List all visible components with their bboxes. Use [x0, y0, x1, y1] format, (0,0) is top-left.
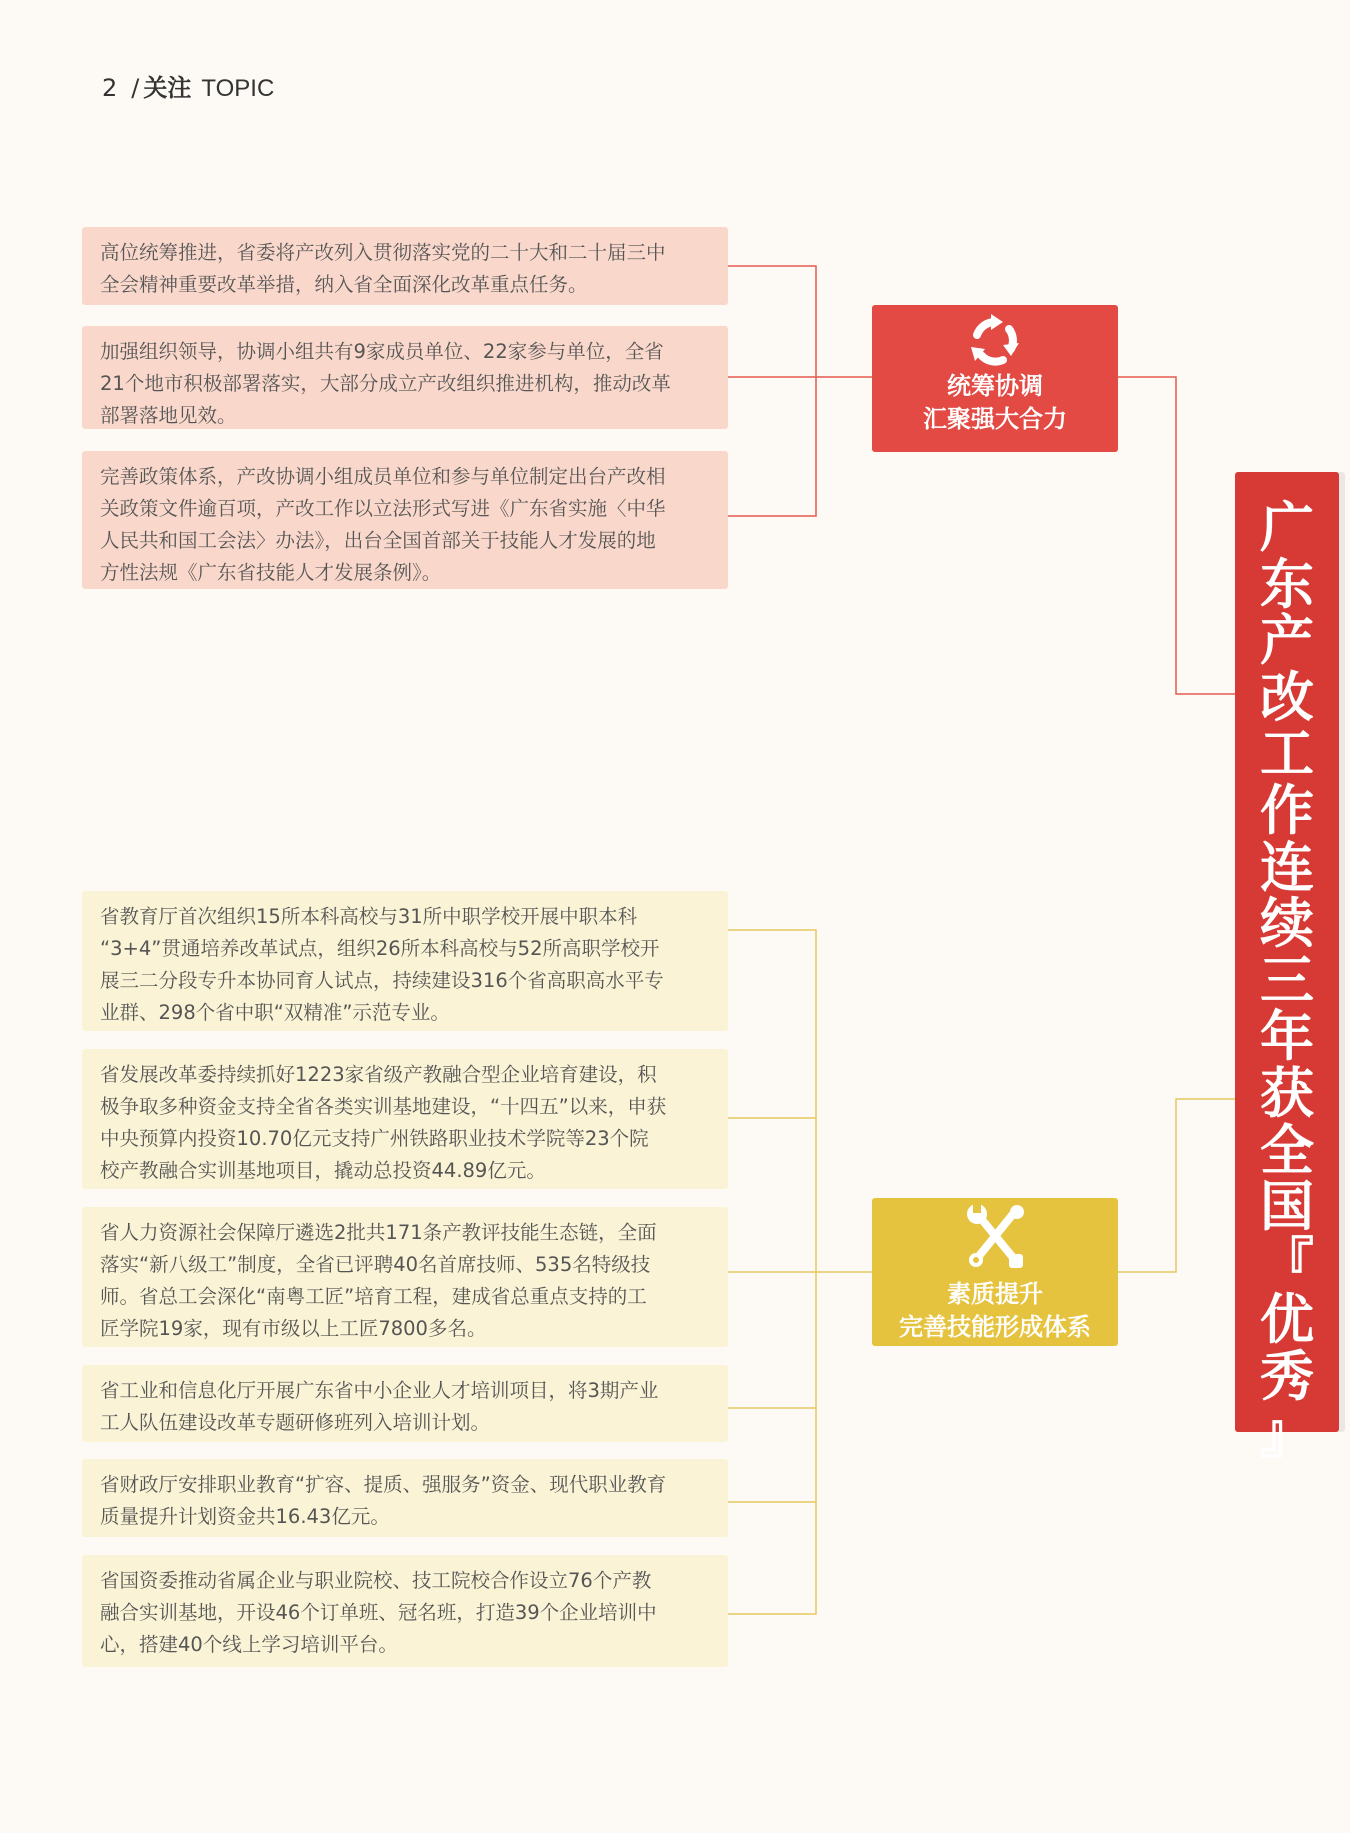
quality-node-line1: 素质提升 — [947, 1280, 1043, 1308]
title-char: 优 — [1260, 1288, 1314, 1352]
title-char: 广 — [1260, 496, 1314, 559]
title-char: 获 — [1260, 1061, 1314, 1125]
title-char: 改 — [1260, 665, 1314, 729]
title-char: 』 — [1260, 1401, 1314, 1465]
text-line: 省工业和信息化厅开展广东省中小企业人才培训项目，将3期产业 — [100, 1379, 659, 1402]
section-label: 关注 — [143, 74, 192, 102]
text-line: 工人队伍建设改革专题研修班列入培训计划。 — [100, 1411, 491, 1434]
connector-quality-to-title — [1118, 1099, 1235, 1272]
quality-item-1 — [82, 891, 728, 1031]
text-line: 质量提升计划资金共16.43亿元。 — [100, 1505, 390, 1528]
text-line: 人民共和国工会法〉办法》，出台全国首部关于技能人才发展的地 — [100, 529, 656, 552]
header-slash: / — [131, 74, 140, 102]
text-line: 融合实训基地，开设46个订单班、冠名班，打造39个企业培训中 — [100, 1601, 657, 1624]
text-line: 省国资委推动省属企业与职业院校、技工院校合作设立76个产教 — [100, 1569, 652, 1592]
text-line: 业群、298个省中职“双精准”示范专业。 — [100, 1001, 450, 1024]
title-char: 秀 — [1260, 1344, 1314, 1408]
topic-label: TOPIC — [201, 75, 275, 102]
title-char: 全 — [1260, 1118, 1314, 1182]
text-line: 落实“新八级工”制度，全省已评聘40名首席技师、535名特级技 — [100, 1253, 651, 1276]
text-line: 匠学院19家，现有市级以上工匠7800多名。 — [100, 1317, 487, 1340]
title-char: 三 — [1260, 948, 1314, 1012]
text-line: 极争取多种资金支持全省各类实训基地建设，“十四五”以来，申获 — [100, 1095, 667, 1118]
title-char: 续 — [1260, 892, 1314, 956]
quality-node — [872, 1198, 1118, 1346]
coordination-item-3 — [82, 451, 728, 589]
title-char: 『 — [1260, 1231, 1314, 1295]
title-char: 连 — [1260, 835, 1314, 899]
quality-item-3 — [82, 1207, 728, 1347]
text-line: 省人力资源社会保障厅遴选2批共171条产教评技能生态链，全面 — [100, 1221, 657, 1244]
text-line: 高位统筹推进，省委将产改列入贯彻落实党的二十大和二十届三中 — [100, 241, 666, 264]
main-title — [1235, 496, 1339, 1465]
text-line: 省发展改革委持续抓好1223家省级产教融合型企业培育建设，积 — [100, 1063, 657, 1086]
coordination-node-line2: 汇聚强大合力 — [923, 405, 1067, 433]
text-line: 完善政策体系，产改协调小组成员单位和参与单位制定出台产改相 — [100, 465, 666, 488]
title-char: 产 — [1260, 609, 1314, 673]
title-char: 年 — [1260, 1005, 1314, 1069]
text-line: 展三二分段专升本协同育人试点，持续建设316个省高职高水平专 — [100, 969, 664, 992]
text-line: 校产教融合实训基地项目，撬动总投资44.89亿元。 — [100, 1159, 546, 1182]
text-line: 关政策文件逾百项，产改工作以立法形式写进《广东省实施〈中华 — [100, 497, 666, 520]
text-line: 21个地市积极部署落实，大部分成立产改组织推进机构，推动改革 — [100, 372, 671, 395]
connector-coord-to-title — [1118, 377, 1235, 694]
quality-item-5 — [82, 1459, 728, 1537]
text-line: 全会精神重要改革举措，纳入省全面深化改革重点任务。 — [100, 273, 588, 296]
recycle-arrows-icon — [965, 313, 1025, 371]
title-char: 东 — [1260, 552, 1314, 616]
text-line: “3+4”贯通培养改革试点，组织26所本科高校与52所高职学校开 — [100, 937, 660, 960]
text-line: 中央预算内投资10.70亿元支持广州铁路职业技术学院等23个院 — [100, 1127, 649, 1150]
title-char: 工 — [1260, 722, 1314, 786]
coordination-node — [872, 305, 1118, 452]
text-line: 加强组织领导，协调小组共有9家成员单位、22家参与单位，全省 — [100, 340, 664, 363]
text-line: 心，搭建40个线上学习培训平台。 — [100, 1633, 398, 1656]
main-title-banner — [1235, 472, 1339, 1465]
text-line: 部署落地见效。 — [100, 404, 237, 427]
text-line: 省教育厅首次组织15所本科高校与31所中职学校开展中职本科 — [100, 905, 638, 928]
coordination-item-2 — [82, 326, 728, 429]
connector-coord-bracket — [728, 266, 816, 516]
quality-node-line2: 完善技能形成体系 — [899, 1313, 1091, 1341]
coordination-node-line1: 统筹协调 — [947, 372, 1043, 400]
title-char: 作 — [1260, 778, 1314, 842]
quality-item-4 — [82, 1365, 728, 1442]
coordination-item-1 — [82, 227, 728, 305]
quality-item-6 — [82, 1555, 728, 1667]
text-line: 省财政厅安排职业教育“扩容、提质、强服务”资金、现代职业教育 — [100, 1473, 667, 1496]
page-number: 2 — [102, 74, 118, 102]
wrench-screwdriver-icon — [965, 1204, 1027, 1270]
text-line: 师。省总工会深化“南粤工匠”培育工程，建成省总重点支持的工 — [100, 1285, 647, 1308]
text-line: 方性法规《广东省技能人才发展条例》。 — [100, 561, 442, 584]
quality-item-2 — [82, 1049, 728, 1189]
title-char: 国 — [1260, 1175, 1314, 1239]
